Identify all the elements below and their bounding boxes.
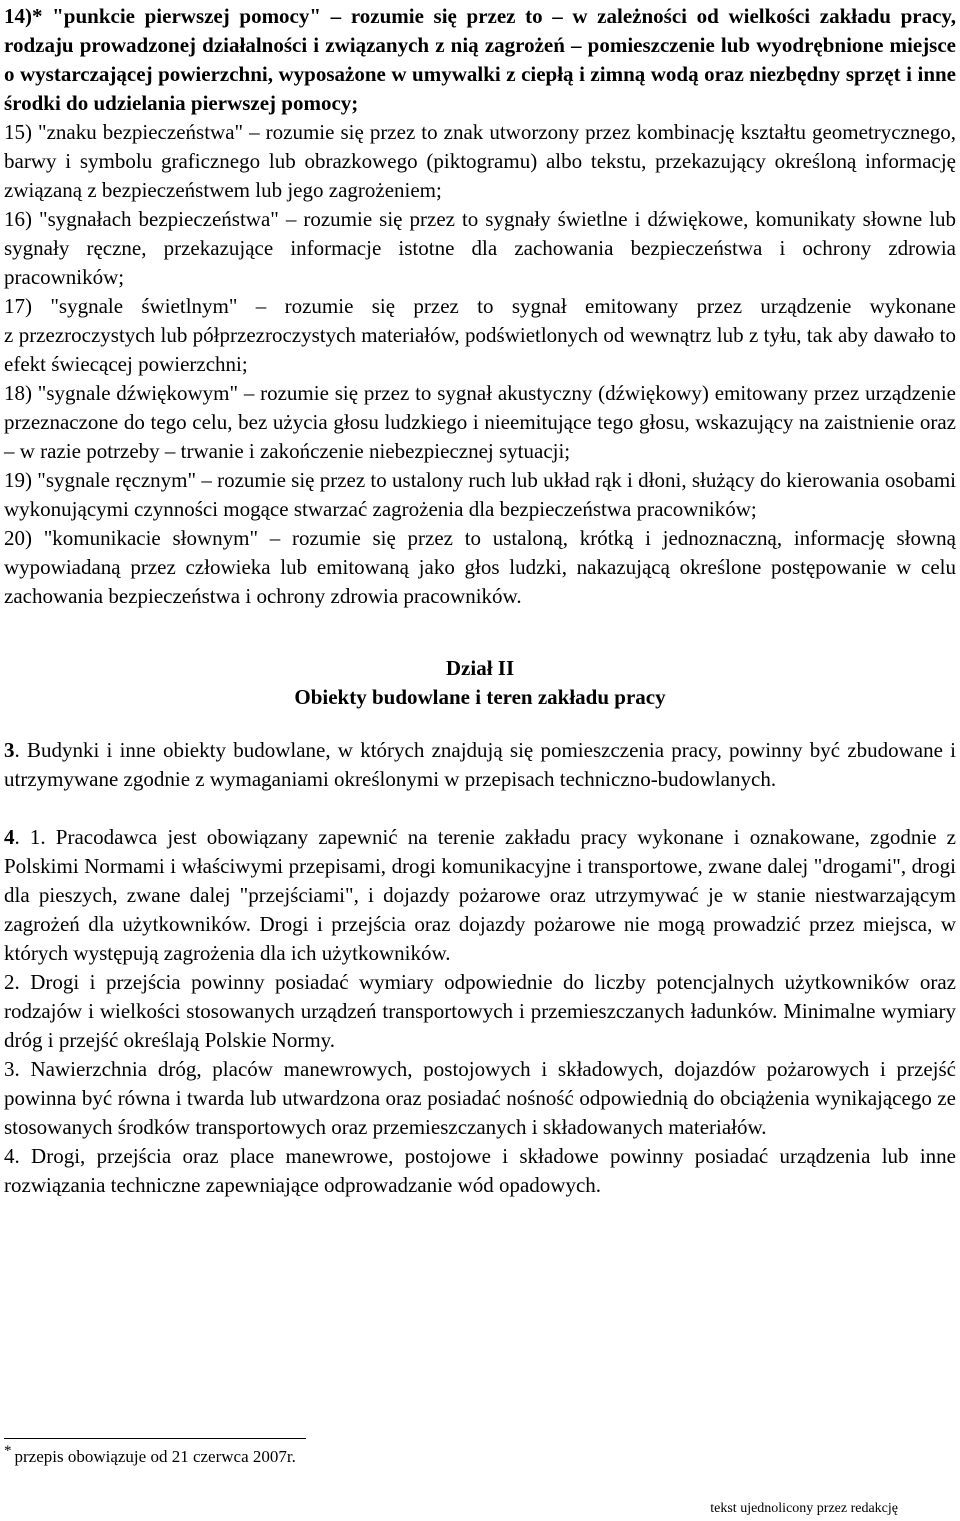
section-heading — [4, 654, 956, 712]
section-title: Dział II — [445, 656, 515, 680]
section-subtitle: Obiekty budowlane i teren zakładu pracy — [294, 685, 666, 709]
definition-16: 16) "sygnałach bezpieczeństwa" – rozumie się przez to sygnały świetlne i dźwiękowe, komunikaty słowne lub sygnały ręczne, przekazujące informacje istotne dla zachowania bezpieczeństwa i ochrony zdrowia pracowników; — [4, 207, 956, 289]
article-4-paragraph-1 — [4, 823, 956, 968]
footnote-text: przepis obowiązuje od 21 czerwca 2007r. — [14, 1447, 296, 1466]
article-4-number: 4 — [4, 825, 15, 849]
definition-20: 20) "komunikacie słownym" – rozumie się przez to ustaloną, krótką i jednoznaczną, informację słowną wypowiadaną przez człowieka lub emitowaną jako głos ludzki, nakazującą określone postępowanie w celu zachowania bezpieczeństwa i ochrony zdrowia pracowników. — [4, 526, 956, 608]
article-4-paragraph-4: 4. Drogi, przejścia oraz place manewrowe, postojowe i składowe powinny posiadać urządzenia lub inne rozwiązania techniczne zapewniające odprowadzanie wód opadowych. — [4, 1144, 956, 1197]
article-4-p1-text: . 1. Pracodawca jest obowiązany zapewnić na terenie zakładu pracy wykonane i oznakowane, zgodnie z Polskimi Normami i właściwymi przepisami, drogi komunikacyjne i transportowe, zwane dalej "drogami", drogi dla pieszych, zwane dalej "przejściami", i dojazdy pożarowe oraz utrzymywać je w stanie niestwarzającym zagrożeń dla użytkowników. Drogi i przejścia oraz dojazdy pożarowe nie mogą prowadzić przez miejsca, w których występują zagrożenia dla ich użytkowników. — [4, 825, 956, 965]
article-4-paragraph-2: 2. Drogi i przejścia powinny posiadać wymiary odpowiednie do liczby potencjalnych użytkowników oraz rodzajów i wielkości stosowanych urządzeń transportowych i przemieszczanych ładunków. Minimalne wymiary dróg i przejść określają Polskie Normy. — [4, 970, 956, 1052]
definition-17-line1: 17) "sygnale świetlnym" – rozumie się przez to sygnał emitowany przez urządzenie wykonane — [4, 294, 956, 318]
article-3 — [4, 736, 956, 794]
footnote-marker: * — [4, 1443, 12, 1459]
definition-14: 14)* "punkcie pierwszej pomocy" – rozumie się przez to – w zależności od wielkości zakładu pracy, rodzaju prowadzonej działalności i związanych z nią zagrożeń – pomieszczenie lub wyodrębnione miejsce o wystarczającej powierzchni, wyposażone w umywalki z ciepłą i zimną wodą oraz niezbędny sprzęt i inne środki do udzielania pierwszej pomocy; — [4, 4, 956, 115]
definition-19: 19) "sygnale ręcznym" – rozumie się przez to ustalony ruch lub układ rąk i dłoni, służący do kierowania osobami wykonującymi czynności mogące stwarzać zagrożenia dla bezpieczeństwa pracowników; — [4, 468, 956, 521]
footnote — [4, 1443, 296, 1469]
footnote-separator — [4, 1438, 306, 1439]
article-3-number: 3 — [4, 738, 15, 762]
definition-18: 18) "sygnale dźwiękowym" – rozumie się przez to sygnał akustyczny (dźwiękowy) emitowany przez urządzenie przeznaczone do tego celu, bez użycia głosu ludzkiego i nieemitujące tego głosu, wskazujący na zaistnienie oraz – w razie potrzeby – trwanie i zakończenie niebezpiecznej sytuacji; — [4, 381, 956, 463]
article-3-text: . Budynki i inne obiekty budowlane, w których znajdują się pomieszczenia pracy, powinny być zbudowane i utrzymywane zgodnie z wymaganiami określonymi w przepisach techniczno-budowlanych. — [4, 738, 956, 791]
edition-note: tekst ujednolicony przez redakcję — [710, 1501, 898, 1516]
article-4-paragraph-3: 3. Nawierzchnia dróg, placów manewrowych, postojowych i składowych, dojazdów pożarowych i przejść powinna być równa i twarda lub utwardzona oraz posiadać nośność odpowiednią do obciążenia wynikającego ze stosowanych środków transportowych oraz przemieszczanych i składowanych materiałów. — [4, 1057, 956, 1139]
definition-15: 15) "znaku bezpieczeństwa" – rozumie się przez to znak utworzony przez kombinację kształtu geometrycznego, barwy i symbolu graficznego lub obrazkowego (piktogramu) albo tekstu, przekazujący określoną informację związaną z bezpieczeństwem lub jego zagrożeniem; — [4, 120, 956, 202]
document-page — [4, 2, 956, 1200]
definition-17-cont: z przezroczystych lub półprzezroczystych materiałów, podświetlonych od wewnątrz lub z tyłu, tak aby dawało to efekt świecącej powierzchni; — [4, 323, 956, 376]
